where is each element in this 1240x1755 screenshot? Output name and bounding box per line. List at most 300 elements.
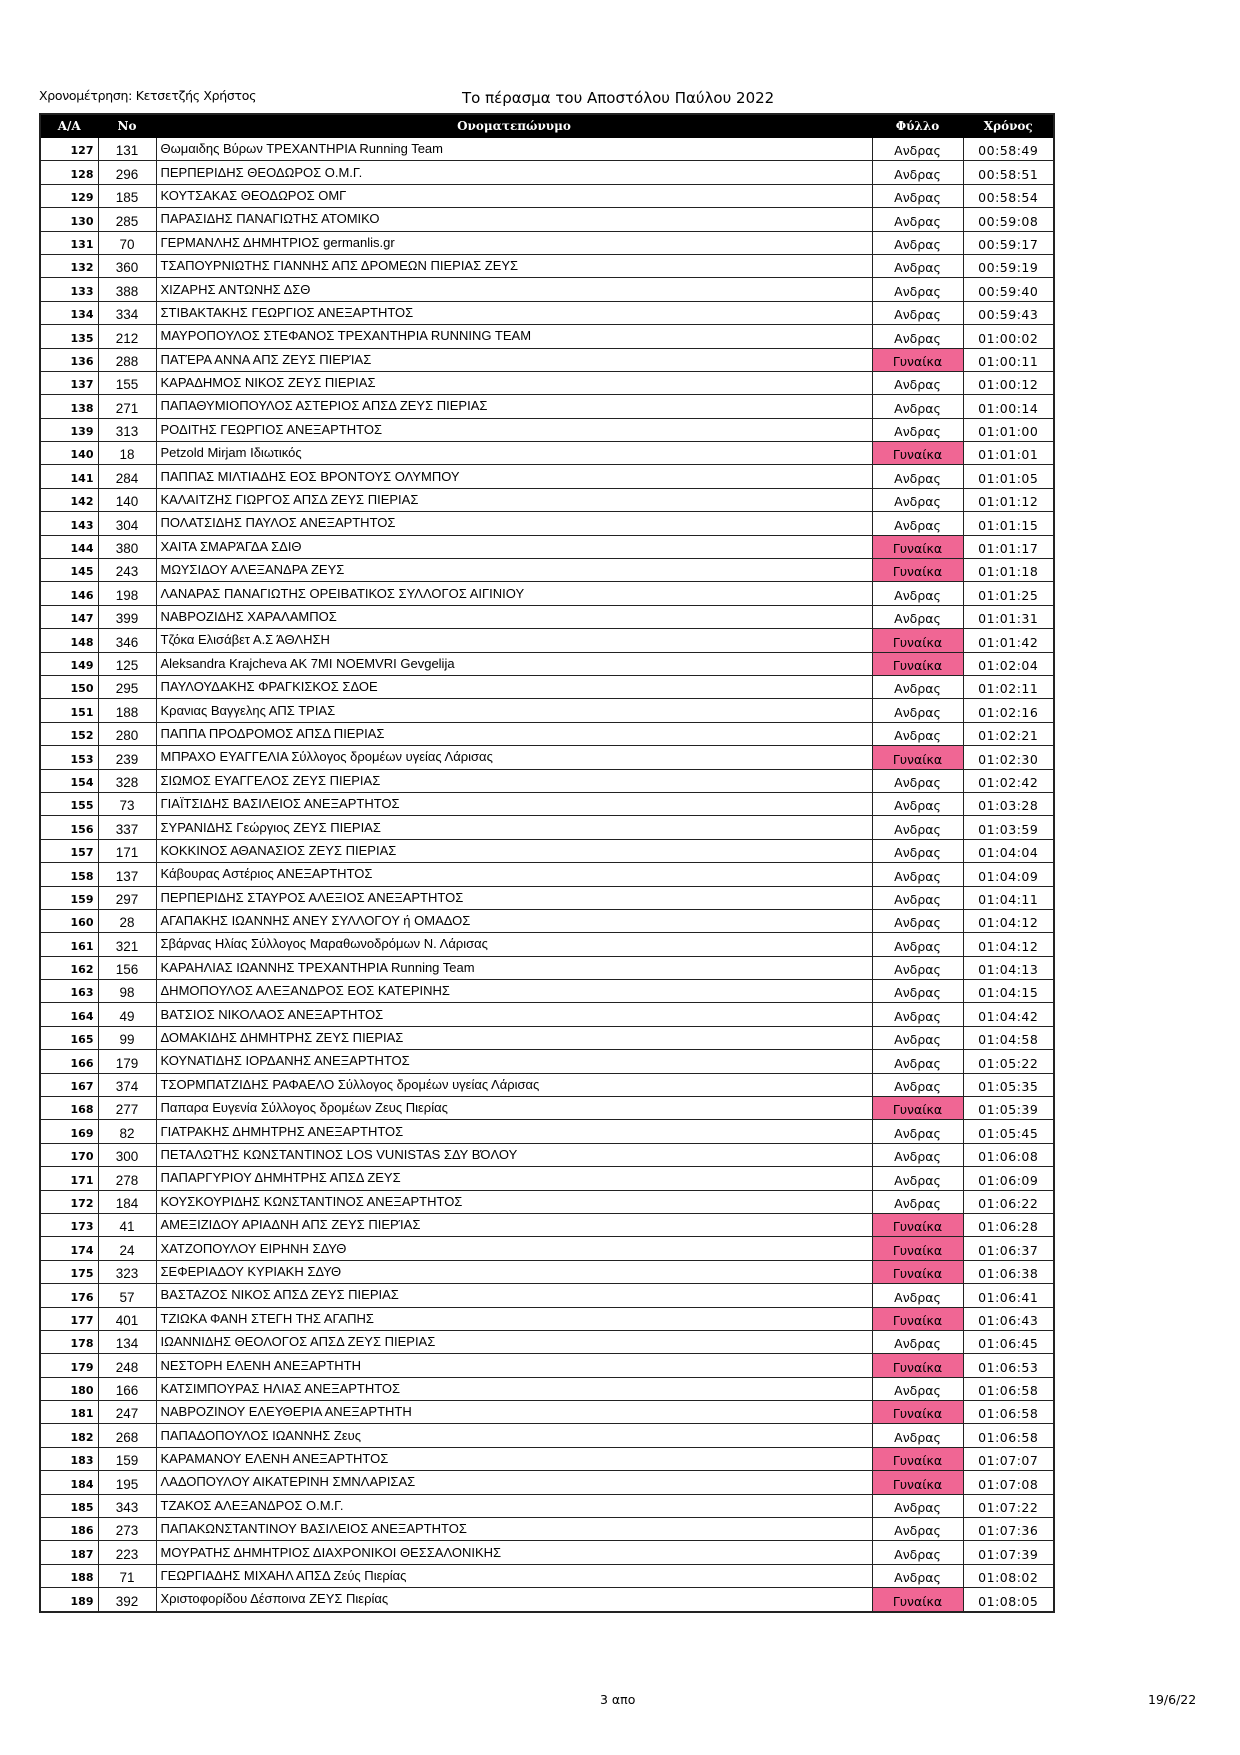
bib-number-cell: 337 bbox=[98, 816, 156, 839]
bib-number-cell: 171 bbox=[98, 839, 156, 862]
runner-name-cell: ΚΑΡΑΔΗΜΟΣ ΝΙΚΟΣ ΖΕΥΣ ΠΙΕΡΙΑΣ bbox=[156, 371, 872, 394]
table-row bbox=[40, 699, 1054, 722]
runner-name-cell: ΜΠΡΑΧΟ ΕΥΑΓΓΕΛΙΑ Σύλλογος δρομέων υγείας Λάρισας bbox=[156, 746, 872, 769]
runner-name-cell: ΙΩΑΝΝΙΔΗΣ ΘΕΟΛΟΓΟΣ ΑΠΣΔ ΖΕΥΣ ΠΙΕΡΙΑΣ bbox=[156, 1330, 872, 1353]
sex-cell: Ανδρας bbox=[872, 465, 963, 488]
table-row bbox=[40, 184, 1054, 207]
rank-cell: 162 bbox=[40, 956, 98, 979]
rank-cell: 188 bbox=[40, 1564, 98, 1587]
table-row bbox=[40, 980, 1054, 1003]
table-header bbox=[40, 114, 1054, 138]
table-row bbox=[40, 254, 1054, 277]
finish-time-cell: 01:01:15 bbox=[963, 512, 1054, 535]
table-row bbox=[40, 1284, 1054, 1307]
finish-time-cell: 01:05:22 bbox=[963, 1050, 1054, 1073]
runner-name-cell: ΑΜΕΞΙΖΙΔΟΥ ΑΡΙΑΔΝΗ ΑΠΣ ΖΕΥΣ ΠΙΕΡΊΑΣ bbox=[156, 1213, 872, 1236]
column-header-sex: Φύλλο bbox=[872, 114, 963, 138]
bib-number-cell: 271 bbox=[98, 395, 156, 418]
rank-cell: 187 bbox=[40, 1541, 98, 1564]
table-row bbox=[40, 1541, 1054, 1564]
table-row bbox=[40, 1237, 1054, 1260]
sex-cell: Ανδρας bbox=[872, 1073, 963, 1096]
table-row bbox=[40, 1097, 1054, 1120]
finish-time-cell: 01:05:39 bbox=[963, 1097, 1054, 1120]
finish-time-cell: 00:58:54 bbox=[963, 184, 1054, 207]
sex-cell: Ανδρας bbox=[872, 1518, 963, 1541]
bib-number-cell: 71 bbox=[98, 1564, 156, 1587]
runner-name-cell: ΠΕΤΑΛΩΤΉΣ ΚΩΝΣΤΑΝΤΙΝΟΣ LOS VUNISTAS ΣΔΥ ΒΌΛΟΥ bbox=[156, 1143, 872, 1166]
bib-number-cell: 18 bbox=[98, 442, 156, 465]
sex-cell: Ανδρας bbox=[872, 1120, 963, 1143]
sex-cell: Ανδρας bbox=[872, 1143, 963, 1166]
runner-name-cell: ΡΟΔΙΤΗΣ ΓΕΩΡΓΙΟΣ ΑΝΕΞΑΡΤΗΤΟΣ bbox=[156, 418, 872, 441]
finish-time-cell: 01:04:04 bbox=[963, 839, 1054, 862]
table-row bbox=[40, 1307, 1054, 1330]
bib-number-cell: 82 bbox=[98, 1120, 156, 1143]
finish-time-cell: 01:01:42 bbox=[963, 629, 1054, 652]
runner-name-cell: ΠΕΡΠΕΡΙΔΗΣ ΣΤΑΥΡΟΣ ΑΛΕΞΙΟΣ ΑΝΕΞΑΡΤΗΤΟΣ bbox=[156, 886, 872, 909]
rank-cell: 145 bbox=[40, 559, 98, 582]
sex-cell: Γυναίκα bbox=[872, 1213, 963, 1236]
bib-number-cell: 131 bbox=[98, 138, 156, 161]
bib-number-cell: 273 bbox=[98, 1518, 156, 1541]
sex-cell: Γυναίκα bbox=[872, 746, 963, 769]
runner-name-cell: ΔΟΜΑΚΙΔΗΣ ΔΗΜΗΤΡΗΣ ΖΕΥΣ ΠΙΕΡΙΑΣ bbox=[156, 1026, 872, 1049]
table-row bbox=[40, 1073, 1054, 1096]
table-row bbox=[40, 1190, 1054, 1213]
table-row bbox=[40, 348, 1054, 371]
table-row bbox=[40, 1588, 1054, 1612]
rank-cell: 160 bbox=[40, 909, 98, 932]
finish-time-cell: 01:00:02 bbox=[963, 325, 1054, 348]
table-row bbox=[40, 301, 1054, 324]
runner-name-cell: ΒΑΤΣΙΟΣ ΝΙΚΟΛΑΟΣ ΑΝΕΞΑΡΤΗΤΟΣ bbox=[156, 1003, 872, 1026]
finish-time-cell: 01:05:35 bbox=[963, 1073, 1054, 1096]
finish-time-cell: 01:06:45 bbox=[963, 1330, 1054, 1353]
bib-number-cell: 401 bbox=[98, 1307, 156, 1330]
sex-cell: Ανδρας bbox=[872, 792, 963, 815]
sex-cell: Ανδρας bbox=[872, 1377, 963, 1400]
runner-name-cell: ΠΕΡΠΕΡΙΔΗΣ ΘΕΟΔΩΡΟΣ Ο.Μ.Γ. bbox=[156, 161, 872, 184]
table-row bbox=[40, 722, 1054, 745]
table-row bbox=[40, 208, 1054, 231]
table-row bbox=[40, 1026, 1054, 1049]
rank-cell: 186 bbox=[40, 1518, 98, 1541]
runner-name-cell: ΣΕΦΕΡΙΑΔΟΥ ΚΥΡΙΑΚΗ ΣΔΥΘ bbox=[156, 1260, 872, 1283]
runner-name-cell: ΠΑΠΑΘΥΜΙΟΠΟΥΛΟΣ ΑΣΤΕΡΙΟΣ ΑΠΣΔ ΖΕΥΣ ΠΙΕΡΙΑΣ bbox=[156, 395, 872, 418]
sex-cell: Ανδρας bbox=[872, 1284, 963, 1307]
runner-name-cell: ΧΙΖΑΡΗΣ ΑΝΤΩΝΗΣ ΔΣΘ bbox=[156, 278, 872, 301]
runner-name-cell: ΝΕΣΤΟΡΗ ΕΛΕΝΗ ΑΝΕΞΑΡΤΗΤΗ bbox=[156, 1354, 872, 1377]
sex-cell: Γυναίκα bbox=[872, 652, 963, 675]
finish-time-cell: 01:06:37 bbox=[963, 1237, 1054, 1260]
runner-name-cell: ΓΕΩΡΓΙΑΔΗΣ ΜΙΧΑΗΛ ΑΠΣΔ Ζεύς Πιερίας bbox=[156, 1564, 872, 1587]
rank-cell: 136 bbox=[40, 348, 98, 371]
bib-number-cell: 346 bbox=[98, 629, 156, 652]
runner-name-cell: ΣΤΙΒΑΚΤΑΚΗΣ ΓΕΩΡΓΙΟΣ ΑΝΕΞΑΡΤΗΤΟΣ bbox=[156, 301, 872, 324]
finish-time-cell: 01:06:58 bbox=[963, 1377, 1054, 1400]
table-row bbox=[40, 231, 1054, 254]
bib-number-cell: 343 bbox=[98, 1494, 156, 1517]
sex-cell: Ανδρας bbox=[872, 675, 963, 698]
finish-time-cell: 01:01:12 bbox=[963, 488, 1054, 511]
table-row bbox=[40, 1260, 1054, 1283]
runner-name-cell: ΠΑΠΑΔΟΠΟΥΛΟΣ ΙΩΑΝΝΗΣ Ζευς bbox=[156, 1424, 872, 1447]
rank-cell: 130 bbox=[40, 208, 98, 231]
runner-name-cell: Παπαρα Ευγενία Σύλλογος δρομέων Ζευς Πιερίας bbox=[156, 1097, 872, 1120]
bib-number-cell: 140 bbox=[98, 488, 156, 511]
bib-number-cell: 304 bbox=[98, 512, 156, 535]
sex-cell: Ανδρας bbox=[872, 301, 963, 324]
sex-cell: Γυναίκα bbox=[872, 1447, 963, 1470]
runner-name-cell: ΠΑΠΠΑ ΠΡΟΔΡΟΜΟΣ ΑΠΣΔ ΠΙΕΡΙΑΣ bbox=[156, 722, 872, 745]
rank-cell: 165 bbox=[40, 1026, 98, 1049]
finish-time-cell: 01:01:00 bbox=[963, 418, 1054, 441]
table-row bbox=[40, 886, 1054, 909]
sex-cell: Ανδρας bbox=[872, 1424, 963, 1447]
bib-number-cell: 280 bbox=[98, 722, 156, 745]
rank-cell: 129 bbox=[40, 184, 98, 207]
sex-cell: Γυναίκα bbox=[872, 1260, 963, 1283]
rank-cell: 132 bbox=[40, 254, 98, 277]
column-header-rank: Α/Α bbox=[40, 114, 98, 138]
table-row bbox=[40, 582, 1054, 605]
table-row bbox=[40, 629, 1054, 652]
bib-number-cell: 297 bbox=[98, 886, 156, 909]
rank-cell: 134 bbox=[40, 301, 98, 324]
table-row bbox=[40, 395, 1054, 418]
sex-cell: Γυναίκα bbox=[872, 559, 963, 582]
finish-time-cell: 01:01:17 bbox=[963, 535, 1054, 558]
runner-name-cell: ΧΑΙΤΑ ΣΜΑΡΆΓΔΑ ΣΔΙΘ bbox=[156, 535, 872, 558]
sex-cell: Ανδρας bbox=[872, 1003, 963, 1026]
sex-cell: Γυναίκα bbox=[872, 1401, 963, 1424]
finish-time-cell: 01:00:12 bbox=[963, 371, 1054, 394]
finish-time-cell: 01:04:13 bbox=[963, 956, 1054, 979]
rank-cell: 182 bbox=[40, 1424, 98, 1447]
table-row bbox=[40, 933, 1054, 956]
bib-number-cell: 99 bbox=[98, 1026, 156, 1049]
runner-name-cell: ΓΙΑΪΤΣΙΔΗΣ ΒΑΣΙΛΕΙΟΣ ΑΝΕΞΑΡΤΗΤΟΣ bbox=[156, 792, 872, 815]
table-row bbox=[40, 1003, 1054, 1026]
finish-time-cell: 01:00:11 bbox=[963, 348, 1054, 371]
sex-cell: Ανδρας bbox=[872, 816, 963, 839]
sex-cell: Ανδρας bbox=[872, 1050, 963, 1073]
rank-cell: 155 bbox=[40, 792, 98, 815]
table-row bbox=[40, 512, 1054, 535]
sex-cell: Ανδρας bbox=[872, 1494, 963, 1517]
sex-cell: Γυναίκα bbox=[872, 535, 963, 558]
finish-time-cell: 01:08:02 bbox=[963, 1564, 1054, 1587]
bib-number-cell: 156 bbox=[98, 956, 156, 979]
table-row bbox=[40, 675, 1054, 698]
rank-cell: 159 bbox=[40, 886, 98, 909]
finish-time-cell: 01:01:01 bbox=[963, 442, 1054, 465]
rank-cell: 178 bbox=[40, 1330, 98, 1353]
sex-cell: Ανδρας bbox=[872, 371, 963, 394]
runner-name-cell: ΠΑΠΑΚΩΝΣΤΑΝΤΙΝΟΥ ΒΑΣΙΛΕΙΟΣ ΑΝΕΞΑΡΤΗΤΟΣ bbox=[156, 1518, 872, 1541]
finish-time-cell: 01:00:14 bbox=[963, 395, 1054, 418]
sex-cell: Ανδρας bbox=[872, 863, 963, 886]
rank-cell: 137 bbox=[40, 371, 98, 394]
bib-number-cell: 323 bbox=[98, 1260, 156, 1283]
rank-cell: 168 bbox=[40, 1097, 98, 1120]
table-row bbox=[40, 1050, 1054, 1073]
rank-cell: 150 bbox=[40, 675, 98, 698]
rank-cell: 151 bbox=[40, 699, 98, 722]
bib-number-cell: 239 bbox=[98, 746, 156, 769]
sex-cell: Ανδρας bbox=[872, 488, 963, 511]
finish-time-cell: 01:07:39 bbox=[963, 1541, 1054, 1564]
bib-number-cell: 328 bbox=[98, 769, 156, 792]
bib-number-cell: 223 bbox=[98, 1541, 156, 1564]
bib-number-cell: 49 bbox=[98, 1003, 156, 1026]
table-row bbox=[40, 605, 1054, 628]
finish-time-cell: 00:58:51 bbox=[963, 161, 1054, 184]
rank-cell: 154 bbox=[40, 769, 98, 792]
finish-time-cell: 01:07:07 bbox=[963, 1447, 1054, 1470]
finish-time-cell: 01:04:58 bbox=[963, 1026, 1054, 1049]
print-date: 19/6/22 bbox=[1148, 1692, 1197, 1707]
sex-cell: Ανδρας bbox=[872, 886, 963, 909]
bib-number-cell: 278 bbox=[98, 1167, 156, 1190]
bib-number-cell: 198 bbox=[98, 582, 156, 605]
bib-number-cell: 392 bbox=[98, 1588, 156, 1612]
finish-time-cell: 01:06:28 bbox=[963, 1213, 1054, 1236]
bib-number-cell: 268 bbox=[98, 1424, 156, 1447]
rank-cell: 189 bbox=[40, 1588, 98, 1612]
finish-time-cell: 01:01:31 bbox=[963, 605, 1054, 628]
runner-name-cell: ΤΣΑΠΟΥΡΝΙΩΤΗΣ ΓΙΑΝΝΗΣ ΑΠΣ ΔΡΟΜΕΩΝ ΠΙΕΡΙΑΣ ΖΕΥΣ bbox=[156, 254, 872, 277]
bib-number-cell: 159 bbox=[98, 1447, 156, 1470]
rank-cell: 143 bbox=[40, 512, 98, 535]
runner-name-cell: Τζόκα Ελισάβετ Α.Σ ΆΘΛΗΣΗ bbox=[156, 629, 872, 652]
bib-number-cell: 243 bbox=[98, 559, 156, 582]
finish-time-cell: 01:02:42 bbox=[963, 769, 1054, 792]
sex-cell: Ανδρας bbox=[872, 839, 963, 862]
table-row bbox=[40, 535, 1054, 558]
table-row bbox=[40, 371, 1054, 394]
table-row bbox=[40, 442, 1054, 465]
bib-number-cell: 334 bbox=[98, 301, 156, 324]
rank-cell: 161 bbox=[40, 933, 98, 956]
finish-time-cell: 01:04:11 bbox=[963, 886, 1054, 909]
sex-cell: Ανδρας bbox=[872, 208, 963, 231]
runner-name-cell: ΜΑΥΡΟΠΟΥΛΟΣ ΣΤΕΦΑΝΟΣ ΤΡΕΧΑΝΤΗΡΙΑ RUNNING TEAM bbox=[156, 325, 872, 348]
rank-cell: 144 bbox=[40, 535, 98, 558]
finish-time-cell: 01:06:09 bbox=[963, 1167, 1054, 1190]
sex-cell: Ανδρας bbox=[872, 699, 963, 722]
table-row bbox=[40, 488, 1054, 511]
rank-cell: 147 bbox=[40, 605, 98, 628]
sex-cell: Ανδρας bbox=[872, 722, 963, 745]
table-row bbox=[40, 465, 1054, 488]
finish-time-cell: 01:05:45 bbox=[963, 1120, 1054, 1143]
table-row bbox=[40, 1518, 1054, 1541]
table-row bbox=[40, 1213, 1054, 1236]
runner-name-cell: Petzold Mirjam Ιδιωτικός bbox=[156, 442, 872, 465]
finish-time-cell: 00:59:17 bbox=[963, 231, 1054, 254]
sex-cell: Ανδρας bbox=[872, 231, 963, 254]
rank-cell: 142 bbox=[40, 488, 98, 511]
table-row bbox=[40, 1330, 1054, 1353]
sex-cell: Ανδρας bbox=[872, 325, 963, 348]
finish-time-cell: 01:04:09 bbox=[963, 863, 1054, 886]
table-row bbox=[40, 559, 1054, 582]
bib-number-cell: 399 bbox=[98, 605, 156, 628]
table-row bbox=[40, 1424, 1054, 1447]
bib-number-cell: 137 bbox=[98, 863, 156, 886]
rank-cell: 176 bbox=[40, 1284, 98, 1307]
results-table bbox=[39, 113, 1055, 1613]
runner-name-cell: Σβάρνας Ηλίας Σύλλογος Μαραθωνοδρόμων Ν. Λάρισας bbox=[156, 933, 872, 956]
runner-name-cell: ΓΕΡΜΑΝΛΗΣ ΔΗΜΗΤΡΙΟΣ germanlis.gr bbox=[156, 231, 872, 254]
runner-name-cell: ΚΟΥΣΚΟΥΡΙΔΗΣ ΚΩΝΣΤΑΝΤΙΝΟΣ ΑΝΕΞΑΡΤΗΤΟΣ bbox=[156, 1190, 872, 1213]
runner-name-cell: ΚΑΡΑΜΑΝΟΥ ΕΛΕΝΗ ΑΝΕΞΑΡΤΗΤΟΣ bbox=[156, 1447, 872, 1470]
runner-name-cell: ΠΑΠΑΡΓΥΡΙΟΥ ΔΗΜΗΤΡΗΣ ΑΠΣΔ ΖΕΥΣ bbox=[156, 1167, 872, 1190]
rank-cell: 146 bbox=[40, 582, 98, 605]
table-row bbox=[40, 816, 1054, 839]
bib-number-cell: 57 bbox=[98, 1284, 156, 1307]
finish-time-cell: 00:58:49 bbox=[963, 138, 1054, 161]
sex-cell: Ανδρας bbox=[872, 1167, 963, 1190]
sex-cell: Ανδρας bbox=[872, 395, 963, 418]
rank-cell: 173 bbox=[40, 1213, 98, 1236]
finish-time-cell: 00:59:08 bbox=[963, 208, 1054, 231]
bib-number-cell: 288 bbox=[98, 348, 156, 371]
rank-cell: 177 bbox=[40, 1307, 98, 1330]
finish-time-cell: 01:02:11 bbox=[963, 675, 1054, 698]
sex-cell: Ανδρας bbox=[872, 769, 963, 792]
runner-name-cell: ΤΖΙΩΚΑ ΦΑΝΗ ΣΤΕΓΗ ΤΗΣ ΑΓΑΠΗΣ bbox=[156, 1307, 872, 1330]
runner-name-cell: ΣΙΩΜΟΣ ΕΥΑΓΓΕΛΟΣ ΖΕΥΣ ΠΙΕΡΙΑΣ bbox=[156, 769, 872, 792]
finish-time-cell: 01:01:25 bbox=[963, 582, 1054, 605]
finish-time-cell: 01:07:08 bbox=[963, 1471, 1054, 1494]
table-row bbox=[40, 1564, 1054, 1587]
runner-name-cell: Κρανιας Βαγγελης ΑΠΣ ΤΡΙΑΣ bbox=[156, 699, 872, 722]
sex-cell: Ανδρας bbox=[872, 1190, 963, 1213]
finish-time-cell: 01:06:58 bbox=[963, 1401, 1054, 1424]
bib-number-cell: 295 bbox=[98, 675, 156, 698]
runner-name-cell: ΠΑΥΛΟΥΔΑΚΗΣ ΦΡΑΓΚΙΣΚΟΣ ΣΔΟΕ bbox=[156, 675, 872, 698]
runner-name-cell: ΤΖΑΚΟΣ ΑΛΕΞΑΝΔΡΟΣ Ο.Μ.Γ. bbox=[156, 1494, 872, 1517]
rank-cell: 139 bbox=[40, 418, 98, 441]
rank-cell: 167 bbox=[40, 1073, 98, 1096]
bib-number-cell: 28 bbox=[98, 909, 156, 932]
bib-number-cell: 70 bbox=[98, 231, 156, 254]
rank-cell: 184 bbox=[40, 1471, 98, 1494]
finish-time-cell: 01:01:05 bbox=[963, 465, 1054, 488]
sex-cell: Ανδρας bbox=[872, 1541, 963, 1564]
table-row bbox=[40, 278, 1054, 301]
finish-time-cell: 01:03:28 bbox=[963, 792, 1054, 815]
table-row bbox=[40, 1120, 1054, 1143]
table-row bbox=[40, 956, 1054, 979]
rank-cell: 148 bbox=[40, 629, 98, 652]
timing-credit: Χρονομέτρηση: Κετσετζής Χρήστος bbox=[39, 88, 257, 103]
finish-time-cell: 01:02:30 bbox=[963, 746, 1054, 769]
column-header-bib: Νο bbox=[98, 114, 156, 138]
finish-time-cell: 01:06:22 bbox=[963, 1190, 1054, 1213]
runner-name-cell: Θωμαιδης Βύρων ΤΡΕΧΑΝΤΗΡΙΑ Running Team bbox=[156, 138, 872, 161]
table-body bbox=[40, 138, 1054, 1612]
runner-name-cell: ΧΑΤΖΟΠΟΥΛΟΥ ΕΙΡΗΝΗ ΣΔΥΘ bbox=[156, 1237, 872, 1260]
finish-time-cell: 01:02:21 bbox=[963, 722, 1054, 745]
rank-cell: 156 bbox=[40, 816, 98, 839]
rank-cell: 170 bbox=[40, 1143, 98, 1166]
finish-time-cell: 01:07:36 bbox=[963, 1518, 1054, 1541]
bib-number-cell: 184 bbox=[98, 1190, 156, 1213]
rank-cell: 138 bbox=[40, 395, 98, 418]
table-row bbox=[40, 652, 1054, 675]
finish-time-cell: 01:06:58 bbox=[963, 1424, 1054, 1447]
table-row bbox=[40, 769, 1054, 792]
bib-number-cell: 321 bbox=[98, 933, 156, 956]
runner-name-cell: Χριστοφορίδου Δέσποινα ΖΕΥΣ Πιερίας bbox=[156, 1588, 872, 1612]
sex-cell: Ανδρας bbox=[872, 933, 963, 956]
document-title: Το πέρασμα του Αποστόλου Παύλου 2022 bbox=[462, 89, 775, 107]
sex-cell: Ανδρας bbox=[872, 278, 963, 301]
sex-cell: Ανδρας bbox=[872, 980, 963, 1003]
rank-cell: 152 bbox=[40, 722, 98, 745]
sex-cell: Ανδρας bbox=[872, 605, 963, 628]
runner-name-cell: ΚΑΤΣΙΜΠΟΥΡΑΣ ΗΛΙΑΣ ΑΝΕΞΑΡΤΗΤΟΣ bbox=[156, 1377, 872, 1400]
rank-cell: 158 bbox=[40, 863, 98, 886]
bib-number-cell: 296 bbox=[98, 161, 156, 184]
rank-cell: 185 bbox=[40, 1494, 98, 1517]
rank-cell: 171 bbox=[40, 1167, 98, 1190]
rank-cell: 141 bbox=[40, 465, 98, 488]
bib-number-cell: 360 bbox=[98, 254, 156, 277]
runner-name-cell: ΠΑΡΑΣΙΔΗΣ ΠΑΝΑΓΙΩΤΗΣ ΑΤΟΜΙΚΟ bbox=[156, 208, 872, 231]
page-number: 3 απο bbox=[600, 1692, 636, 1707]
bib-number-cell: 212 bbox=[98, 325, 156, 348]
bib-number-cell: 195 bbox=[98, 1471, 156, 1494]
table-row bbox=[40, 1447, 1054, 1470]
rank-cell: 153 bbox=[40, 746, 98, 769]
rank-cell: 181 bbox=[40, 1401, 98, 1424]
finish-time-cell: 01:06:41 bbox=[963, 1284, 1054, 1307]
sex-cell: Ανδρας bbox=[872, 1330, 963, 1353]
table-row bbox=[40, 909, 1054, 932]
rank-cell: 180 bbox=[40, 1377, 98, 1400]
runner-name-cell: ΠΑΠΠΑΣ ΜΙΛΤΙΑΔΗΣ ΕΟΣ ΒΡΟΝΤΟΥΣ ΟΛΥΜΠΟΥ bbox=[156, 465, 872, 488]
finish-time-cell: 01:07:22 bbox=[963, 1494, 1054, 1517]
table-row bbox=[40, 1494, 1054, 1517]
sex-cell: Γυναίκα bbox=[872, 629, 963, 652]
rank-cell: 172 bbox=[40, 1190, 98, 1213]
bib-number-cell: 134 bbox=[98, 1330, 156, 1353]
rank-cell: 131 bbox=[40, 231, 98, 254]
finish-time-cell: 01:06:53 bbox=[963, 1354, 1054, 1377]
table-row bbox=[40, 325, 1054, 348]
bib-number-cell: 277 bbox=[98, 1097, 156, 1120]
table-row bbox=[40, 746, 1054, 769]
runner-name-cell: ΔΗΜΟΠΟΥΛΟΣ ΑΛΕΞΑΝΔΡΟΣ ΕΟΣ ΚΑΤΕΡΙΝΗΣ bbox=[156, 980, 872, 1003]
rank-cell: 127 bbox=[40, 138, 98, 161]
finish-time-cell: 01:04:12 bbox=[963, 933, 1054, 956]
rank-cell: 183 bbox=[40, 1447, 98, 1470]
rank-cell: 157 bbox=[40, 839, 98, 862]
runner-name-cell: ΚΑΡΑΗΛΙΑΣ ΙΩΑΝΝΗΣ ΤΡΕΧΑΝΤΗΡΙΑ Running Team bbox=[156, 956, 872, 979]
bib-number-cell: 24 bbox=[98, 1237, 156, 1260]
finish-time-cell: 01:03:59 bbox=[963, 816, 1054, 839]
bib-number-cell: 248 bbox=[98, 1354, 156, 1377]
sex-cell: Γυναίκα bbox=[872, 1097, 963, 1120]
bib-number-cell: 73 bbox=[98, 792, 156, 815]
bib-number-cell: 98 bbox=[98, 980, 156, 1003]
runner-name-cell: ΤΣΟΡΜΠΑΤΖΙΔΗΣ ΡΑΦΑΕΛΟ Σύλλογος δρομέων υγείας Λάρισας bbox=[156, 1073, 872, 1096]
